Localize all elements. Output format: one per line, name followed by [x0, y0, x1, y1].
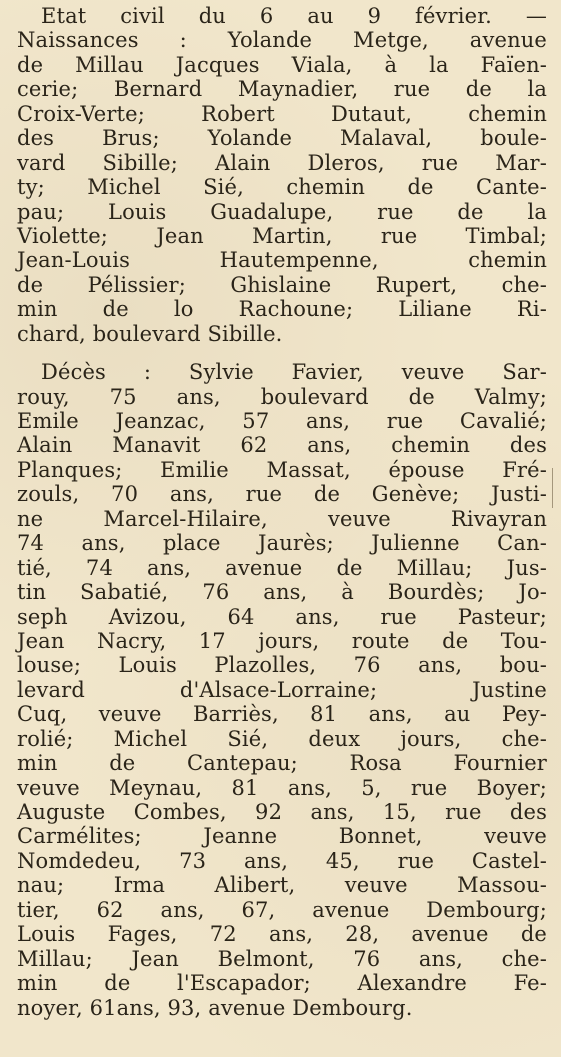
text-line: tin Sabatié, 76 ans, à Bourdès; Jo-	[17, 580, 547, 605]
births-paragraph	[17, 4, 547, 346]
text-line: Naissances : Yolande Metge, avenue	[17, 28, 547, 53]
text-line: pau; Louis Guadalupe, rue de la	[17, 199, 547, 224]
text-line: min de l'Escapador; Alexandre Fe-	[17, 971, 547, 996]
text-line: veuve Meynau, 81 ans, 5, rue Boyer;	[17, 775, 547, 800]
text-line: noyer, 61ans, 93, avenue Dembourg.	[17, 995, 413, 1020]
text-line: vard Sibille; Alain Dleros, rue Mar-	[17, 150, 547, 175]
text-line: ty; Michel Sié, chemin de Cante-	[17, 175, 547, 200]
text-line: Jean-Louis Hautempenne, chemin	[17, 248, 547, 273]
text-line: louse; Louis Plazolles, 76 ans, bou-	[17, 653, 547, 678]
article-column	[17, 4, 547, 1020]
text-line: Cuq, veuve Barriès, 81 ans, au Pey-	[17, 702, 547, 727]
text-line: des Brus; Yolande Malaval, boule-	[17, 126, 547, 151]
text-line: nau; Irma Alibert, veuve Massou-	[17, 873, 547, 898]
text-line: zouls, 70 ans, rue de Genève; Justi-	[17, 482, 547, 507]
text-line: Nomdedeu, 73 ans, 45, rue Castel-	[17, 848, 547, 873]
deaths-paragraph	[17, 360, 547, 1020]
text-line: Croix-Verte; Robert Dutaut, chemin	[17, 101, 547, 126]
text-line: Millau; Jean Belmont, 76 ans, che-	[17, 946, 547, 971]
text-line: Emile Jeanzac, 57 ans, rue Cavalié;	[17, 409, 547, 433]
text-line: cerie; Bernard Maynadier, rue de la	[17, 77, 547, 102]
text-line: Etat civil du 6 au 9 février. —	[41, 4, 547, 28]
text-line: de Millau Jacques Viala, à la Faïen-	[17, 52, 547, 77]
text-line: ne Marcel-Hilaire, veuve Rivayran	[17, 506, 547, 531]
text-line: Décès : Sylvie Favier, veuve Sar-	[41, 360, 547, 385]
text-line: chard, boulevard Sibille.	[17, 321, 283, 346]
text-line: Louis Fages, 72 ans, 28, avenue de	[17, 922, 547, 947]
text-line: min de Cantepau; Rosa Fournier	[17, 751, 547, 776]
text-line: Carmélites; Jeanne Bonnet, veuve	[17, 824, 547, 849]
text-line: Alain Manavit 62 ans, chemin des	[17, 433, 547, 458]
text-line: levard d'Alsace-Lorraine; Justine	[17, 677, 547, 702]
text-line: min de lo Rachoune; Liliane Ri-	[17, 297, 547, 322]
text-line: 74 ans, place Jaurès; Julienne Can-	[17, 531, 547, 556]
text-line: Violette; Jean Martin, rue Timbal;	[17, 223, 547, 248]
text-line: tier, 62 ans, 67, avenue Dembourg;	[17, 897, 547, 922]
text-line: Planques; Emilie Massat, épouse Fré-	[17, 457, 547, 482]
text-line: seph Avizou, 64 ans, rue Pasteur;	[17, 604, 547, 629]
text-line: rouy, 75 ans, boulevard de Valmy;	[17, 384, 547, 409]
column-rule	[552, 468, 553, 508]
text-line: rolié; Michel Sié, deux jours, che-	[17, 726, 547, 751]
text-line: tié, 74 ans, avenue de Millau; Jus-	[17, 555, 547, 580]
text-line: Jean Nacry, 17 jours, route de Tou-	[17, 628, 547, 653]
text-line: de Pélissier; Ghislaine Rupert, che-	[17, 272, 547, 297]
text-line: Auguste Combes, 92 ans, 15, rue des	[17, 800, 547, 824]
